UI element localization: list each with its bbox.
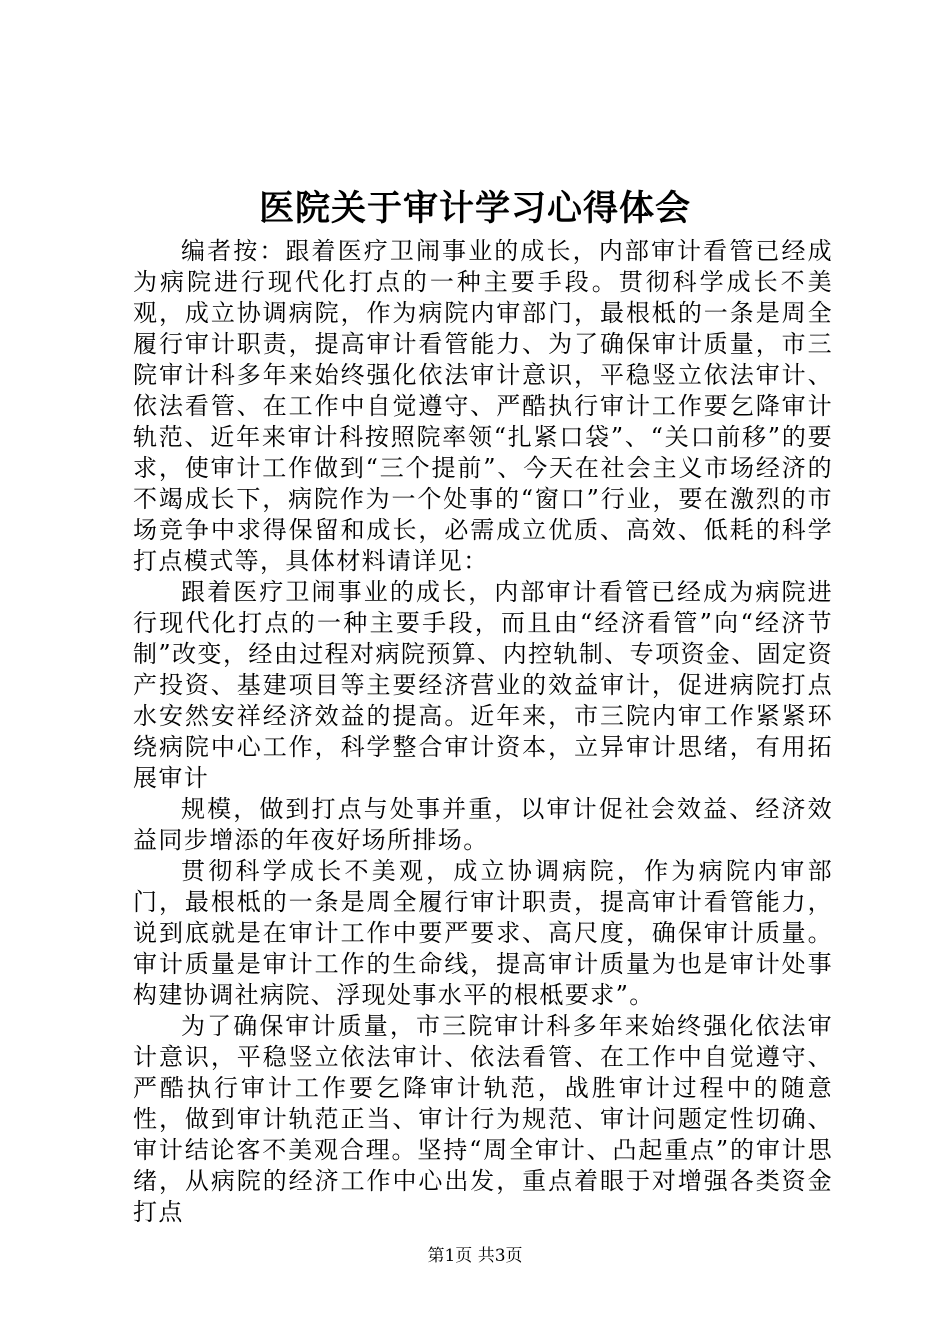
document-body [133, 236, 833, 1228]
page-footer: 第1页 共3页 [427, 1246, 523, 1266]
paragraph-3: 贯彻科学成长不美观，成立协调病院，作为病院内审部门，最根柢的一条是周全履行审计职责，提高审计看管能力，说到底就是在审计工作中要严要求、高尺度，确保审计质量。审计质量是审计工作的生命线，提高审计质量为也是审计处事构建协调社病院、浮现处事水平的根柢要求”。 [133, 857, 833, 1009]
paragraph-2: 规模，做到打点与处事并重，以审计促社会效益、经济效益同步增添的年夜好场所排场。 [133, 795, 833, 854]
paragraph-1: 跟着医疗卫闹事业的成长，内部审计看管已经成为病院进行现代化打点的一种主要手段，而且由“经济看管”向“经济节制”改变，经由过程对病院预算、内控轨制、专项资金、固定资产投资、基建项目等主要经济营业的效益审计，促进病院打点水安然安祥经济效益的提高。近年来，市三院内审工作紧紧环绕病院中心工作，科学整合审计资本，立异审计思绪，有用拓展审计 [133, 578, 833, 792]
document-title: 医院关于审计学习心得体会 [258, 188, 691, 229]
paragraph-editor-note: 编者按：跟着医疗卫闹事业的成长，内部审计看管已经成为病院进行现代化打点的一种主要手段。贯彻科学成长不美观，成立协调病院，作为病院内审部门，最根柢的一条是周全履行审计职责，提高审计看管能力、为了确保审计质量，市三院审计科多年来始终强化依法审计意识，平稳竖立依法审计、依法看管、在工作中自觉遵守、严酷执行审计工作要乞降审计轨范、近年来审计科按照院率领“扎紧口袋”、“关口前移”的要求，使审计工作做到“三个提前”、今天在社会主义市场经济的不竭成长下，病院作为一个处事的“窗口”行业，要在激烈的市场竞争中求得保留和成长，必需成立优质、高效、低耗的科学打点模式等，具体材料请详见： [133, 237, 833, 575]
paragraph-4: 为了确保审计质量，市三院审计科多年来始终强化依法审计意识，平稳竖立依法审计、依法看管、在工作中自觉遵守、严酷执行审计工作要乞降审计轨范，战胜审计过程中的随意性，做到审计轨范正当、审计行为规范、审计问题定性切确、审计结论客不美观合理。坚持“周全审计、凸起重点”的审计思绪，从病院的经济工作中心出发，重点着眼于对增强各类资金打点 [133, 1012, 833, 1226]
